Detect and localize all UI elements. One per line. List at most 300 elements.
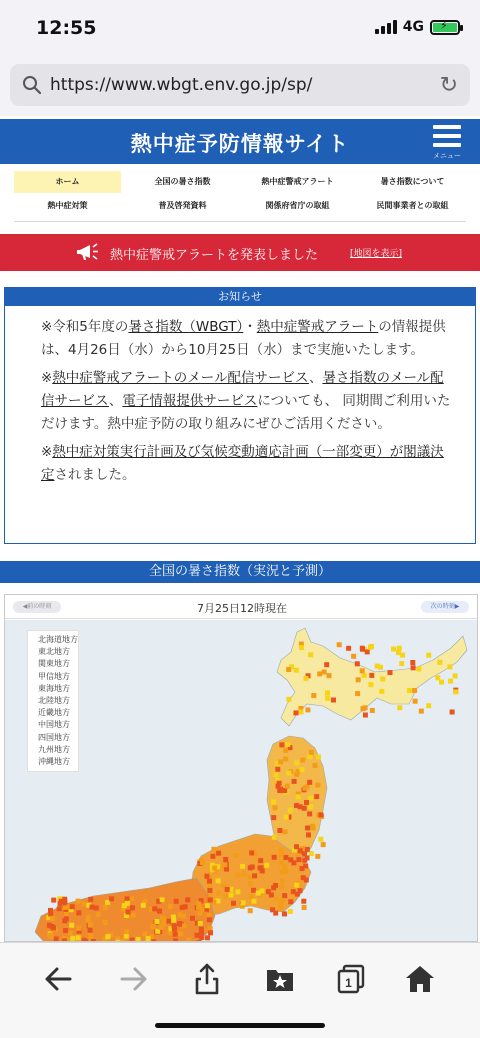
wbgt-station-marker[interactable] xyxy=(86,915,91,920)
forward-arrow-icon[interactable] xyxy=(116,961,152,997)
wbgt-station-marker[interactable] xyxy=(125,896,130,901)
wbgt-station-marker[interactable] xyxy=(96,912,101,917)
wbgt-station-marker[interactable] xyxy=(447,664,452,669)
wbgt-station-marker[interactable] xyxy=(304,878,309,883)
wbgt-station-marker[interactable] xyxy=(453,673,458,678)
wbgt-station-marker[interactable] xyxy=(346,646,351,651)
wbgt-station-marker[interactable] xyxy=(301,899,306,904)
wbgt-station-marker[interactable] xyxy=(125,901,130,906)
wbgt-station-marker[interactable] xyxy=(298,848,303,853)
wbgt-station-marker[interactable] xyxy=(258,858,263,863)
nav-item-private-sector[interactable]: 民間事業者との取組 xyxy=(376,201,449,210)
bookmarks-icon[interactable] xyxy=(262,961,298,997)
wbgt-station-marker[interactable] xyxy=(157,909,162,914)
wbgt-station-marker[interactable] xyxy=(302,905,307,910)
wbgt-station-marker[interactable] xyxy=(256,891,261,896)
wbgt-station-marker[interactable] xyxy=(274,772,279,777)
wbgt-station-marker[interactable] xyxy=(160,897,165,902)
wbgt-station-marker[interactable] xyxy=(279,852,284,857)
wbgt-station-marker[interactable] xyxy=(146,936,151,941)
wbgt-link[interactable]: 暑さ指数（WBGT） xyxy=(128,319,244,335)
wbgt-station-marker[interactable] xyxy=(76,899,81,904)
wbgt-station-marker[interactable] xyxy=(223,857,228,862)
wbgt-station-marker[interactable] xyxy=(413,699,418,704)
wbgt-section-heading: 全国の暑さ指数（実況と予測） xyxy=(0,561,480,583)
wbgt-station-marker[interactable] xyxy=(259,865,264,870)
wbgt-station-marker[interactable] xyxy=(306,832,311,837)
wbgt-station-marker[interactable] xyxy=(286,667,291,672)
wbgt-station-marker[interactable] xyxy=(200,860,205,865)
nav-divider xyxy=(14,221,466,222)
wbgt-station-marker[interactable] xyxy=(154,919,159,924)
wbgt-station-marker[interactable] xyxy=(178,912,183,917)
wbgt-station-marker[interactable] xyxy=(278,759,283,764)
wbgt-station-marker[interactable] xyxy=(103,920,108,925)
region-kanto[interactable]: 関東地方 xyxy=(38,659,70,669)
wbgt-station-marker[interactable] xyxy=(88,923,93,928)
heat-alert-link[interactable]: 熱中症警戒アラート xyxy=(256,319,379,335)
url-text[interactable]: https://www.wbgt.env.go.jp/sp/ xyxy=(50,75,313,95)
wbgt-station-marker[interactable] xyxy=(235,889,240,894)
wbgt-station-marker[interactable] xyxy=(249,850,254,855)
wbgt-station-marker[interactable] xyxy=(222,862,227,867)
main-nav xyxy=(14,171,466,219)
wbgt-station-marker[interactable] xyxy=(51,898,56,903)
wbgt-station-marker[interactable] xyxy=(207,917,212,922)
wbgt-station-marker[interactable] xyxy=(231,901,236,906)
wbgt-station-marker[interactable] xyxy=(325,690,330,695)
wbgt-station-marker[interactable] xyxy=(355,661,360,666)
wbgt-station-marker[interactable] xyxy=(302,858,307,863)
wbgt-station-marker[interactable] xyxy=(304,800,309,805)
wbgt-station-marker[interactable] xyxy=(298,888,303,893)
wbgt-station-marker[interactable] xyxy=(173,932,178,937)
wbgt-station-marker[interactable] xyxy=(379,689,384,694)
wbgt-station-marker[interactable] xyxy=(105,934,110,939)
wbgt-station-marker[interactable] xyxy=(294,761,299,766)
wbgt-station-marker[interactable] xyxy=(195,933,200,938)
wbgt-station-marker[interactable] xyxy=(280,869,285,874)
wbgt-station-marker[interactable] xyxy=(291,860,296,865)
wbgt-station-marker[interactable] xyxy=(109,896,114,901)
wbgt-station-marker[interactable] xyxy=(76,910,81,915)
wbgt-station-marker[interactable] xyxy=(388,670,393,675)
wbgt-station-marker[interactable] xyxy=(304,676,309,681)
wbgt-station-marker[interactable] xyxy=(309,750,314,755)
wbgt-station-marker[interactable] xyxy=(208,897,213,902)
wbgt-station-marker[interactable] xyxy=(190,916,195,921)
wbgt-station-marker[interactable] xyxy=(236,873,241,878)
wbgt-station-marker[interactable] xyxy=(397,705,402,710)
wbgt-station-marker[interactable] xyxy=(275,767,280,772)
wbgt-station-marker[interactable] xyxy=(63,928,68,933)
wbgt-station-marker[interactable] xyxy=(291,889,296,894)
wbgt-station-marker[interactable] xyxy=(64,916,69,921)
wbgt-station-marker[interactable] xyxy=(271,885,276,890)
wbgt-station-marker[interactable] xyxy=(318,837,323,842)
address-bar[interactable] xyxy=(10,64,470,106)
wbgt-station-marker[interactable] xyxy=(311,693,316,698)
region-kyushu[interactable]: 九州地方 xyxy=(38,744,70,754)
wbgt-station-marker[interactable] xyxy=(299,645,304,650)
wbgt-station-marker[interactable] xyxy=(205,903,210,908)
wbgt-station-marker[interactable] xyxy=(216,851,221,856)
wbgt-station-marker[interactable] xyxy=(453,689,458,694)
electronic-info-service-link[interactable]: 電子情報提供サービス xyxy=(122,393,258,409)
wbgt-station-marker[interactable] xyxy=(410,660,415,665)
notice-item xyxy=(41,316,451,362)
wbgt-station-marker[interactable] xyxy=(211,847,216,852)
wbgt-station-marker[interactable] xyxy=(278,906,283,911)
wbgt-station-marker[interactable] xyxy=(337,642,342,647)
alert-text[interactable]: 熱中症警戒アラートを発表しました xyxy=(110,248,319,263)
menu-button[interactable] xyxy=(433,125,463,161)
wbgt-station-marker[interactable] xyxy=(300,758,305,763)
wbgt-station-marker[interactable] xyxy=(315,854,320,859)
wbgt-station-marker[interactable] xyxy=(81,902,86,907)
wbgt-station-marker[interactable] xyxy=(94,906,99,911)
wbgt-station-marker[interactable] xyxy=(324,662,329,667)
wbgt-station-marker[interactable] xyxy=(450,710,455,715)
map-toolbar xyxy=(5,595,478,619)
wbgt-station-marker[interactable] xyxy=(174,899,179,904)
wbgt-station-marker[interactable] xyxy=(294,668,299,673)
wbgt-station-marker[interactable] xyxy=(270,907,275,912)
wbgt-station-marker[interactable] xyxy=(286,771,291,776)
wbgt-station-marker[interactable] xyxy=(412,688,417,693)
wbgt-station-marker[interactable] xyxy=(322,670,327,675)
notice-text: 、 xyxy=(108,393,123,409)
region-tokai[interactable]: 東海地方 xyxy=(38,683,70,693)
wbgt-station-marker[interactable] xyxy=(303,864,308,869)
home-icon[interactable] xyxy=(402,961,438,997)
wbgt-station-marker[interactable] xyxy=(241,900,246,905)
map-time-label: 7月25日12時現在 xyxy=(197,602,287,615)
wbgt-station-marker[interactable] xyxy=(216,878,221,883)
wbgt-station-marker[interactable] xyxy=(199,930,204,935)
wbgt-station-marker[interactable] xyxy=(355,691,360,696)
wbgt-station-marker[interactable] xyxy=(124,934,129,939)
wbgt-station-marker[interactable] xyxy=(283,748,288,753)
wbgt-station-marker[interactable] xyxy=(317,671,322,676)
wbgt-station-marker[interactable] xyxy=(360,646,365,651)
wbgt-station-marker[interactable] xyxy=(363,713,368,718)
tabs-count: 1 xyxy=(345,976,352,990)
wbgt-station-marker[interactable] xyxy=(426,703,431,708)
wbgt-station-marker[interactable] xyxy=(242,871,247,876)
wbgt-station-marker[interactable] xyxy=(178,931,183,936)
notice-body xyxy=(5,306,475,487)
wbgt-station-marker[interactable] xyxy=(70,904,75,909)
wbgt-station-marker[interactable] xyxy=(183,904,188,909)
wbgt-station-marker[interactable] xyxy=(198,921,203,926)
wbgt-station-marker[interactable] xyxy=(399,661,404,666)
wbgt-station-marker[interactable] xyxy=(305,826,310,831)
wbgt-station-marker[interactable] xyxy=(305,784,310,789)
wbgt-station-marker[interactable] xyxy=(286,697,291,702)
wbgt-station-marker[interactable] xyxy=(435,675,440,680)
wbgt-station-marker[interactable] xyxy=(129,897,134,902)
wbgt-station-marker[interactable] xyxy=(299,710,304,715)
signal-icon xyxy=(375,20,397,34)
wbgt-station-marker[interactable] xyxy=(321,842,326,847)
wbgt-station-marker[interactable] xyxy=(124,929,129,934)
wbgt-station-marker[interactable] xyxy=(171,918,176,923)
wbgt-station-marker[interactable] xyxy=(271,815,276,820)
region-chugoku[interactable]: 中国地方 xyxy=(38,720,70,730)
wbgt-station-marker[interactable] xyxy=(88,897,93,902)
wbgt-station-marker[interactable] xyxy=(196,905,201,910)
wbgt-station-marker[interactable] xyxy=(279,742,284,747)
prev-time-button[interactable]: ◀前の時刻 xyxy=(13,601,61,613)
wbgt-station-marker[interactable] xyxy=(277,781,282,786)
wbgt-station-marker[interactable] xyxy=(368,682,373,687)
wbgt-station-marker[interactable] xyxy=(277,828,282,833)
wbgt-station-marker[interactable] xyxy=(282,864,287,869)
wbgt-station-marker[interactable] xyxy=(360,668,365,673)
wbgt-station-marker[interactable] xyxy=(57,906,62,911)
status-indicators xyxy=(375,19,460,35)
wbgt-station-marker[interactable] xyxy=(126,910,131,915)
wbgt-station-marker[interactable] xyxy=(208,930,213,935)
wbgt-station-marker[interactable] xyxy=(305,847,310,852)
wbgt-station-marker[interactable] xyxy=(274,897,279,902)
wbgt-station-marker[interactable] xyxy=(248,875,253,880)
wbgt-station-marker[interactable] xyxy=(210,854,215,859)
wbgt-station-marker[interactable] xyxy=(141,903,146,908)
wbgt-station-marker[interactable] xyxy=(296,857,301,862)
wbgt-station-marker[interactable] xyxy=(76,926,81,931)
wbgt-station-marker[interactable] xyxy=(305,707,310,712)
wbgt-station-marker[interactable] xyxy=(416,666,421,671)
nav-item-national-wbgt[interactable]: 全国の暑さ指数 xyxy=(154,177,211,186)
action-plan-link[interactable]: 熱中症対策実行計画及び気候変動適応計画（一部変更）が閣議決定 xyxy=(41,444,444,483)
wbgt-map[interactable] xyxy=(5,620,478,942)
wbgt-station-marker[interactable] xyxy=(380,677,385,682)
wbgt-station-marker[interactable] xyxy=(314,794,319,799)
nav-item-awareness-materials[interactable]: 普及啓発資料 xyxy=(158,201,207,210)
wbgt-station-marker[interactable] xyxy=(49,934,54,939)
wbgt-station-marker[interactable] xyxy=(142,931,147,936)
nav-item-about-wbgt[interactable]: 暑さ指数について xyxy=(380,177,445,186)
wbgt-station-marker[interactable] xyxy=(199,935,204,940)
wbgt-station-marker[interactable] xyxy=(250,865,255,870)
wbgt-station-marker[interactable] xyxy=(294,883,299,888)
wbgt-station-marker[interactable] xyxy=(391,647,396,652)
wbgt-station-marker[interactable] xyxy=(294,803,299,808)
wbgt-station-marker[interactable] xyxy=(204,874,209,879)
region-tohoku[interactable]: 東北地方 xyxy=(38,647,70,657)
wbgt-station-marker[interactable] xyxy=(168,904,173,909)
wbgt-station-marker[interactable] xyxy=(370,708,375,713)
wbgt-station-marker[interactable] xyxy=(439,680,444,685)
wbgt-station-marker[interactable] xyxy=(279,848,284,853)
wbgt-station-marker[interactable] xyxy=(59,899,64,904)
region-okinawa[interactable]: 沖縄地方 xyxy=(38,757,70,767)
wbgt-station-marker[interactable] xyxy=(283,855,288,860)
wbgt-station-marker[interactable] xyxy=(150,924,155,929)
wbgt-station-marker[interactable] xyxy=(64,912,69,917)
wbgt-station-marker[interactable] xyxy=(288,899,293,904)
wbgt-station-marker[interactable] xyxy=(356,677,361,682)
wbgt-station-marker[interactable] xyxy=(400,653,405,658)
wbgt-station-marker[interactable] xyxy=(185,897,190,902)
alert-mail-service-link[interactable]: 熱中症警戒アラートのメール配信サービス xyxy=(52,370,309,386)
region-kinki[interactable]: 近畿地方 xyxy=(38,708,70,718)
wbgt-station-marker[interactable] xyxy=(397,646,402,651)
nav-item-countermeasures[interactable]: 熱中症対策 xyxy=(47,201,88,210)
region-hokkaido[interactable]: 北海道地方 xyxy=(38,635,78,644)
wbgt-station-marker[interactable] xyxy=(248,894,253,899)
wbgt-station-marker[interactable] xyxy=(225,887,230,892)
wbgt-station-marker[interactable] xyxy=(369,673,374,678)
wbgt-station-marker[interactable] xyxy=(240,864,245,869)
wbgt-station-marker[interactable] xyxy=(208,926,213,931)
wbgt-station-marker[interactable] xyxy=(224,867,229,872)
wbgt-station-marker[interactable] xyxy=(279,899,284,904)
wbgt-station-marker[interactable] xyxy=(288,909,293,914)
wbgt-station-marker[interactable] xyxy=(172,927,177,932)
wbgt-station-marker[interactable] xyxy=(362,673,367,678)
wbgt-station-marker[interactable] xyxy=(285,784,290,789)
wbgt-station-marker[interactable] xyxy=(264,863,269,868)
wbgt-station-marker[interactable] xyxy=(103,905,108,910)
wbgt-station-marker[interactable] xyxy=(182,923,187,928)
wbgt-station-marker[interactable] xyxy=(296,794,301,799)
wbgt-station-marker[interactable] xyxy=(207,888,212,893)
wbgt-station-marker[interactable] xyxy=(272,805,277,810)
wbgt-station-marker[interactable] xyxy=(130,905,135,910)
wbgt-station-marker[interactable] xyxy=(76,935,81,940)
tabs-icon[interactable] xyxy=(333,961,369,997)
wbgt-station-marker[interactable] xyxy=(207,879,212,884)
back-arrow-icon[interactable] xyxy=(40,961,76,997)
wbgt-station-marker[interactable] xyxy=(411,665,416,670)
notice-text: 、 xyxy=(308,370,323,386)
wbgt-station-marker[interactable] xyxy=(318,812,323,817)
battery-icon xyxy=(430,20,460,35)
wbgt-station-marker[interactable] xyxy=(272,835,277,840)
wbgt-station-marker[interactable] xyxy=(285,742,290,747)
wbgt-station-marker[interactable] xyxy=(252,899,257,904)
wbgt-station-marker[interactable] xyxy=(365,649,370,654)
wbgt-station-marker[interactable] xyxy=(282,911,287,916)
wbgt-station-marker[interactable] xyxy=(375,664,380,669)
wbgt-station-marker[interactable] xyxy=(325,696,330,701)
wbgt-station-marker[interactable] xyxy=(448,679,453,684)
region-shikoku[interactable]: 四国地方 xyxy=(38,732,70,742)
wbgt-station-marker[interactable] xyxy=(368,645,373,650)
wbgt-station-marker[interactable] xyxy=(205,935,210,940)
wbgt-station-marker[interactable] xyxy=(266,889,271,894)
wbgt-station-marker[interactable] xyxy=(316,754,321,759)
wbgt-station-marker[interactable] xyxy=(284,815,289,820)
wbgt-station-marker[interactable] xyxy=(307,754,312,759)
wbgt-station-marker[interactable] xyxy=(88,928,93,933)
wbgt-station-marker[interactable] xyxy=(283,829,288,834)
wbgt-station-marker[interactable] xyxy=(302,852,307,857)
reload-icon[interactable]: ↻ xyxy=(439,73,458,98)
wbgt-station-marker[interactable] xyxy=(252,873,257,878)
wbgt-station-marker[interactable] xyxy=(68,931,73,936)
wbgt-station-marker[interactable] xyxy=(212,866,217,871)
wbgt-station-marker[interactable] xyxy=(288,808,293,813)
wbgt-station-marker[interactable] xyxy=(310,824,315,829)
wbgt-station-marker[interactable] xyxy=(279,885,284,890)
site-title[interactable]: 熱中症予防情報サイト xyxy=(130,132,350,156)
wbgt-station-marker[interactable] xyxy=(308,652,313,657)
wbgt-station-marker[interactable] xyxy=(307,811,312,816)
wbgt-station-marker[interactable] xyxy=(229,893,234,898)
wbgt-station-marker[interactable] xyxy=(90,905,95,910)
region-koshin[interactable]: 甲信地方 xyxy=(38,671,70,681)
region-list xyxy=(27,630,79,772)
wbgt-station-marker[interactable] xyxy=(131,913,136,918)
wbgt-station-marker[interactable] xyxy=(294,710,299,715)
wbgt-station-marker[interactable] xyxy=(248,881,253,886)
wbgt-station-marker[interactable] xyxy=(272,855,277,860)
wbgt-station-marker[interactable] xyxy=(271,800,276,805)
show-map-link[interactable]: [地図を表示] xyxy=(350,249,403,259)
wbgt-station-marker[interactable] xyxy=(307,780,312,785)
wbgt-mail-service-link[interactable]: 暑さ指数のメール配信サービス xyxy=(41,370,444,409)
wbgt-station-marker[interactable] xyxy=(292,779,297,784)
wbgt-station-marker[interactable] xyxy=(207,913,212,918)
wbgt-station-marker[interactable] xyxy=(70,936,75,941)
alert-banner[interactable] xyxy=(0,234,480,271)
wbgt-station-marker[interactable] xyxy=(177,921,182,926)
wbgt-station-marker[interactable] xyxy=(248,908,253,913)
wbgt-station-marker[interactable] xyxy=(251,888,256,893)
notice-text: ・ xyxy=(243,319,257,335)
wbgt-station-marker[interactable] xyxy=(69,923,74,928)
wbgt-station-marker[interactable] xyxy=(152,906,157,911)
wbgt-station-marker[interactable] xyxy=(54,937,59,942)
wbgt-station-marker[interactable] xyxy=(407,688,412,693)
notice-text: ※ xyxy=(41,370,53,386)
wbgt-station-marker[interactable] xyxy=(331,698,336,703)
nav-item-heatstroke-alert[interactable]: 熱中症警戒アラート xyxy=(261,177,334,186)
next-time-button[interactable]: 次の時刻▶ xyxy=(421,601,469,613)
wbgt-station-marker[interactable] xyxy=(280,879,285,884)
wbgt-station-marker[interactable] xyxy=(223,894,228,899)
wbgt-station-marker[interactable] xyxy=(51,925,56,930)
wbgt-station-marker[interactable] xyxy=(160,916,165,921)
wbgt-station-marker[interactable] xyxy=(216,891,221,896)
wbgt-station-marker[interactable] xyxy=(283,756,288,761)
wbgt-station-marker[interactable] xyxy=(50,916,55,921)
share-icon[interactable] xyxy=(189,961,225,997)
wbgt-station-marker[interactable] xyxy=(351,654,356,659)
nav-item-ministries[interactable]: 関係府省庁の取組 xyxy=(265,201,330,210)
wbgt-station-marker[interactable] xyxy=(361,706,366,711)
wbgt-station-marker[interactable] xyxy=(279,860,284,865)
wbgt-station-marker[interactable] xyxy=(167,919,172,924)
region-hokuriku[interactable]: 北陸地方 xyxy=(38,696,70,706)
wbgt-station-marker[interactable] xyxy=(282,893,287,898)
wbgt-station-marker[interactable] xyxy=(327,673,332,678)
wbgt-station-marker[interactable] xyxy=(300,767,305,772)
wbgt-station-marker[interactable] xyxy=(158,925,163,930)
wbgt-station-marker[interactable] xyxy=(234,853,239,858)
wbgt-station-marker[interactable] xyxy=(426,653,431,658)
wbgt-station-marker[interactable] xyxy=(437,660,442,665)
wbgt-station-marker[interactable] xyxy=(313,763,318,768)
nav-item-home[interactable]: ホーム xyxy=(14,171,121,193)
wbgt-station-marker[interactable] xyxy=(419,709,424,714)
wbgt-station-marker[interactable] xyxy=(315,783,320,788)
wbgt-station-marker[interactable] xyxy=(294,772,299,777)
